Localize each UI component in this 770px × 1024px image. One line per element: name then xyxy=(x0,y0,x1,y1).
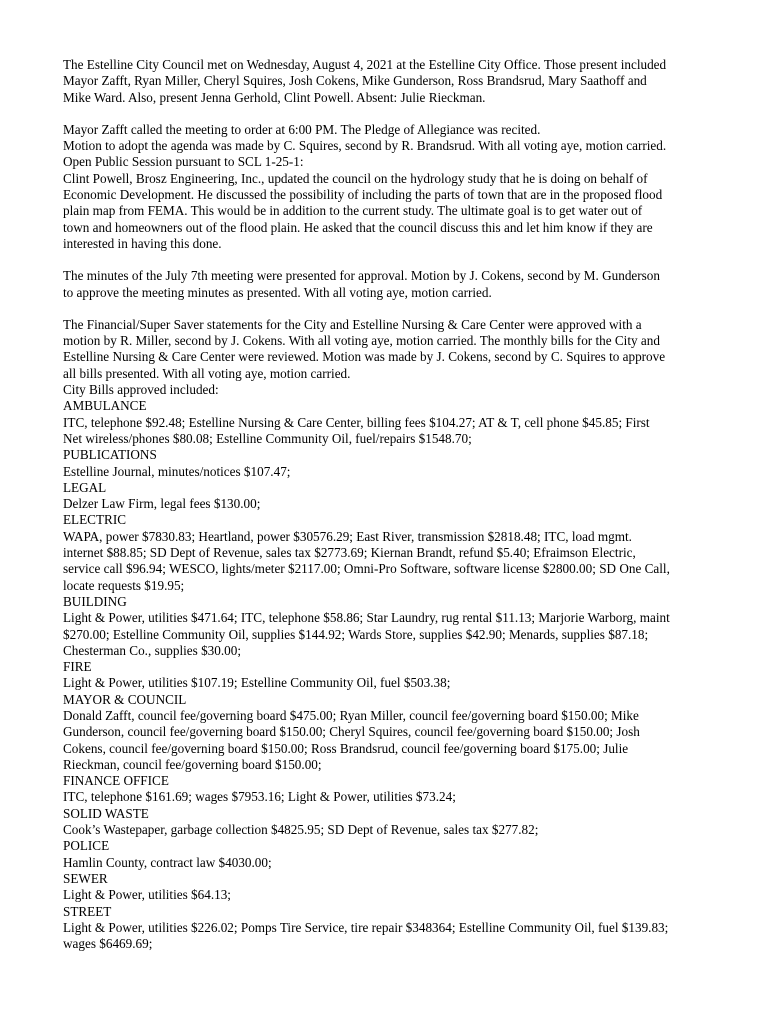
text-line: Net wireless/phones $80.08; Estelline Community Oil, fuel/repairs $1548.70; xyxy=(63,430,472,446)
text-line: Light & Power, utilities $64.13; xyxy=(63,887,231,903)
text-line: Light & Power, utilities $107.19; Estelline Community Oil, fuel $503.38; xyxy=(63,675,451,691)
section-heading: ELECTRIC xyxy=(63,512,127,528)
text-line: The minutes of the July 7th meeting were presented for approval. Motion by J. Cokens, second by M. Gunderson xyxy=(63,268,660,284)
text-line: Delzer Law Firm, legal fees $130.00; xyxy=(63,496,261,512)
text-line: Mike Ward. Also, present Jenna Gerhold, Clint Powell. Absent: Julie Rieckman. xyxy=(63,89,486,105)
text-line: Gunderson, council fee/governing board $150.00; Cheryl Squires, council fee/governing board $150.00; Josh xyxy=(63,724,640,740)
text-line: service call $96.94; WESCO, lights/meter $2117.00; Omni-Pro Software, software license $2800.00; SD One Call, xyxy=(63,561,670,577)
text-line: all bills presented. With all voting aye, motion carried. xyxy=(63,365,351,381)
text-line: $270.00; Estelline Community Oil, supplies $144.92; Wards Store, supplies $42.90; Menards, supplies $87.18; xyxy=(63,626,649,642)
text-line: interested in having this done. xyxy=(63,235,222,251)
section-heading: SOLID WASTE xyxy=(63,805,149,821)
text-line: Chesterman Co., supplies $30.00; xyxy=(63,642,242,658)
text-line: wages $6469.69; xyxy=(63,936,153,952)
text-line: internet $88.85; SD Dept of Revenue, sales tax $2773.69; Kiernan Brandt, refund $5.40; Efraimson Electric, xyxy=(63,545,636,561)
text-line: Donald Zafft, council fee/governing board $475.00; Ryan Miller, council fee/governing board $150.00; Mike xyxy=(63,707,639,723)
text-line: Open Public Session pursuant to SCL 1-25-1: xyxy=(63,154,304,170)
bills-paragraph xyxy=(63,317,716,953)
section-heading: LEGAL xyxy=(63,479,107,495)
text-line: Light & Power, utilities $226.02; Pomps Tire Service, tire repair $348364; Estelline Community Oil, fuel $139.83; xyxy=(63,919,669,935)
text-line: town and homeowners out of the flood plain. He asked that the council discuss this and let him know if they are xyxy=(63,219,653,235)
text-line: ITC, telephone $92.48; Estelline Nursing & Care Center, billing fees $104.27; AT & T, cell phone $45.85; First xyxy=(63,414,650,430)
text-line: plain map from FEMA. This would be in addition to the current study. The ultimate goal is to get water out of xyxy=(63,203,643,219)
paragraph-gap xyxy=(63,106,716,122)
text-line: The Financial/Super Saver statements for the City and Estelline Nursing & Care Center were approved with a xyxy=(63,316,642,332)
section-heading: AMBULANCE xyxy=(63,398,147,414)
text-line: Clint Powell, Brosz Engineering, Inc., updated the council on the hydrology study that he is doing on behalf of xyxy=(63,170,648,186)
section-heading: SEWER xyxy=(63,870,108,886)
section-heading: MAYOR & COUNCIL xyxy=(63,691,187,707)
text-line: Estelline Journal, minutes/notices $107.47; xyxy=(63,463,291,479)
text-line: Rieckman, council fee/governing board $150.00; xyxy=(63,756,322,772)
text-line: ITC, telephone $161.69; wages $7953.16; Light & Power, utilities $73.24; xyxy=(63,789,456,805)
section-heading: FINANCE OFFICE xyxy=(63,773,169,789)
text-line: Light & Power, utilities $471.64; ITC, telephone $58.86; Star Laundry, rug rental $11.13; Marjorie Warborg, maint xyxy=(63,610,670,626)
section-heading: PUBLICATIONS xyxy=(63,447,157,463)
text-line: Mayor Zafft, Ryan Miller, Cheryl Squires, Josh Cokens, Mike Gunderson, Ross Brandsrud, Mary Saathoff and xyxy=(63,73,647,89)
text-line: Cokens, council fee/governing board $150.00; Ross Brandsrud, council fee/governing board $175.00; Julie xyxy=(63,740,629,756)
text-line: Hamlin County, contract law $4030.00; xyxy=(63,854,272,870)
text-line: Economic Development. He discussed the possibility of including the parts of town that are in the proposed flood xyxy=(63,187,663,203)
text-line: Estelline Nursing & Care Center were reviewed. Motion was made by J. Cokens, second by C. Squires to approve xyxy=(63,349,666,365)
minutes-approval-paragraph xyxy=(63,268,716,301)
text-line: Mayor Zafft called the meeting to order at 6:00 PM. The Pledge of Allegiance was recited. xyxy=(63,121,541,137)
text-line: WAPA, power $7830.83; Heartland, power $30576.29; East River, transmission $2818.48; ITC, load mgmt. xyxy=(63,528,632,544)
text-line: City Bills approved included: xyxy=(63,382,219,398)
text-line: motion by R. Miller, second by J. Cokens. With all voting aye, motion carried. The monthly bills for the City and xyxy=(63,333,660,349)
section-heading: STREET xyxy=(63,903,112,919)
section-heading: POLICE xyxy=(63,838,110,854)
section-heading: FIRE xyxy=(63,659,92,675)
paragraph-gap xyxy=(63,252,716,268)
text-line: The Estelline City Council met on Wednesday, August 4, 2021 at the Estelline City Office. Those present included xyxy=(63,57,667,72)
section-heading: BUILDING xyxy=(63,593,127,609)
paragraph-gap xyxy=(63,301,716,317)
attendance-paragraph xyxy=(63,57,716,106)
call-to-order-paragraph xyxy=(63,122,716,252)
text-line: Motion to adopt the agenda was made by C. Squires, second by R. Brandsrud. With all voting aye, motion carried. xyxy=(63,138,667,154)
text-line: to approve the meeting minutes as presented. With all voting aye, motion carried. xyxy=(63,284,492,300)
text-line: locate requests $19.95; xyxy=(63,577,185,593)
text-line: Cook’s Wastepaper, garbage collection $4825.95; SD Dept of Revenue, sales tax $277.82; xyxy=(63,822,539,838)
